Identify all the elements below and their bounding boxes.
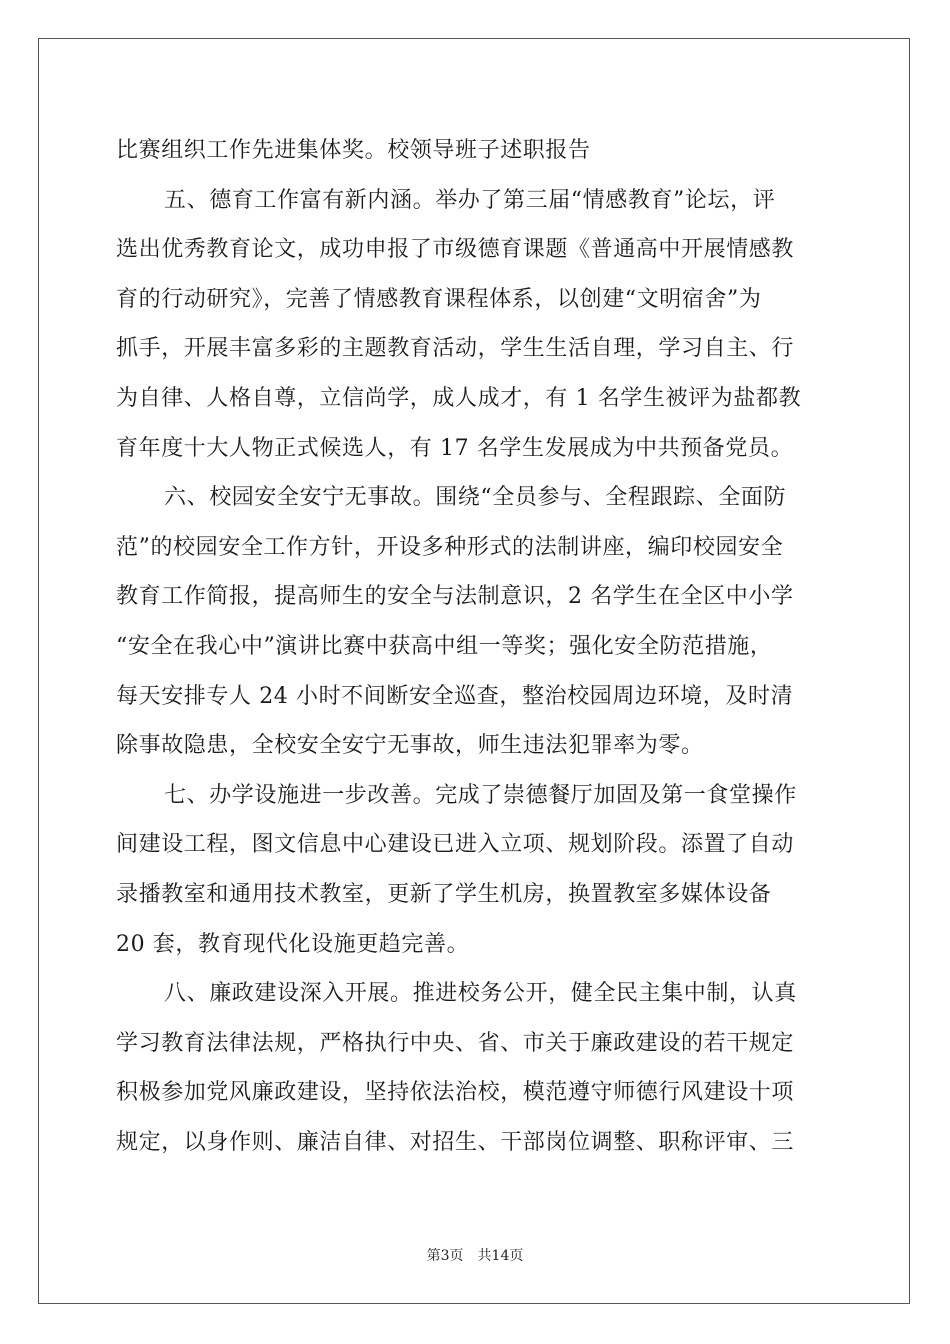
text-line: 范”的校园安全工作方针，开设多种形式的法制讲座，编印校园安全 [116, 534, 784, 560]
page-footer [0, 1246, 950, 1266]
text-line: 五、德育工作富有新内涵。举办了第三届“情感教育”论坛，评 [164, 187, 776, 213]
text-line: 八、廉政建设深入开展。推进校务公开，健全民主集中制，认真 [164, 981, 797, 1007]
text-line: “安全在我心中”演讲比赛中获高中组一等奖；强化安全防范措施， [116, 633, 773, 659]
text-line: 七、办学设施进一步改善。完成了崇德餐厅加固及第一食堂操作 [164, 782, 797, 808]
text-line: 选出优秀教育论文，成功申报了市级德育课题《普通高中开展情感教 [116, 237, 795, 263]
current-page-label: 第3页 [426, 1248, 464, 1264]
text-line: 间建设工程，图文信息中心建设已进入立项、规划阶段。添置了自动 [116, 832, 795, 858]
text-line: 除事故隐患，全校安全安宁无事故，师生违法犯罪率为零。 [116, 733, 704, 759]
text-line: 育年度十大人物正式候选人，有 17 名学生发展成为中共预备党员。 [116, 435, 794, 461]
text-line: 育的行动研究》，完善了情感教育课程体系，以创建“文明宿舍”为 [116, 286, 762, 312]
document-body [116, 126, 836, 1167]
text-line: 20 套，教育现代化设施更趋完善。 [116, 931, 470, 957]
text-line: 为自律、人格自尊，立信尚学，成人成才，有 1 名学生被评为盐都教 [116, 385, 802, 411]
total-pages-label: 共14页 [477, 1248, 524, 1264]
text-line: 积极参加党风廉政建设，坚持依法治校，模范遵守师德行风建设十项 [116, 1080, 795, 1106]
text-line: 教育工作简报，提高师生的安全与法制意识，2 名学生在全区中小学 [116, 584, 794, 610]
text-line: 抓手，开展丰富多彩的主题教育活动，学生生活自理，学习自主、行 [116, 336, 795, 362]
text-line: 六、校园安全安宁无事故。围绕“全员参与、全程跟踪、全面防 [164, 485, 787, 511]
text-line: 学习教育法律法规，严格执行中央、省、市关于廉政建设的若干规定 [116, 1030, 795, 1056]
text-line: 比赛组织工作先进集体奖。校领导班子述职报告 [116, 138, 591, 163]
text-line: 规定，以身作则、廉洁自律、对招生、干部岗位调整、职称评审、三 [116, 1129, 795, 1155]
text-line: 每天安排专人 24 小时不间断安全巡查，整治校园周边环境，及时清 [116, 683, 794, 709]
text-line: 录播教室和通用技术教室，更新了学生机房，换置教室多媒体设备 [116, 881, 772, 907]
